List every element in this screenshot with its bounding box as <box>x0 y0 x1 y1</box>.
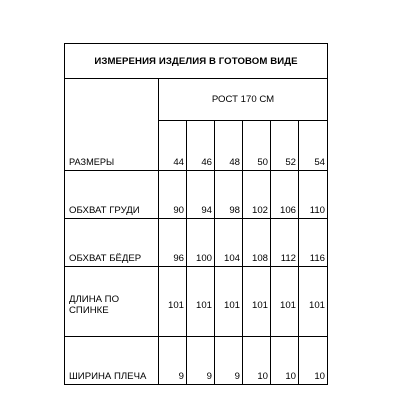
shoulder-value: 10 <box>243 337 271 385</box>
back-length-value: 101 <box>299 267 328 337</box>
row-label-back-length: ДЛИНА ПО СПИНКЕ <box>65 267 159 337</box>
shoulder-value: 9 <box>187 337 215 385</box>
back-length-value: 101 <box>159 267 187 337</box>
shoulder-value: 10 <box>271 337 299 385</box>
size-value: 50 <box>243 121 271 171</box>
chest-value: 110 <box>299 171 328 219</box>
chest-value: 106 <box>271 171 299 219</box>
back-length-value: 101 <box>215 267 243 337</box>
size-value: 52 <box>271 121 299 171</box>
size-value: 46 <box>187 121 215 171</box>
chest-value: 90 <box>159 171 187 219</box>
size-value: 54 <box>299 121 328 171</box>
size-value: 44 <box>159 121 187 171</box>
shoulder-value: 10 <box>299 337 328 385</box>
size-value: 48 <box>215 121 243 171</box>
chest-value: 102 <box>243 171 271 219</box>
row-label-chest: ОБХВАТ ГРУДИ <box>65 171 159 219</box>
chest-value: 98 <box>215 171 243 219</box>
row-label-sizes: РАЗМЕРЫ <box>69 157 115 167</box>
hip-value: 104 <box>215 219 243 267</box>
back-length-value: 101 <box>271 267 299 337</box>
shoulder-value: 9 <box>215 337 243 385</box>
height-header: РОСТ 170 СМ <box>159 79 328 121</box>
row-label-shoulder: ШИРИНА ПЛЕЧА <box>65 337 159 385</box>
table-title: ИЗМЕРЕНИЯ ИЗДЕЛИЯ В ГОТОВОМ ВИДЕ <box>65 44 328 79</box>
back-length-value: 101 <box>243 267 271 337</box>
hip-value: 96 <box>159 219 187 267</box>
back-length-value: 101 <box>187 267 215 337</box>
hip-value: 108 <box>243 219 271 267</box>
measurements-table <box>64 43 328 385</box>
hip-value: 112 <box>271 219 299 267</box>
hip-value: 116 <box>299 219 328 267</box>
row-label-hip: ОБХВАТ БЁДЕР <box>65 219 159 267</box>
shoulder-value: 9 <box>159 337 187 385</box>
hip-value: 100 <box>187 219 215 267</box>
chest-value: 94 <box>187 171 215 219</box>
